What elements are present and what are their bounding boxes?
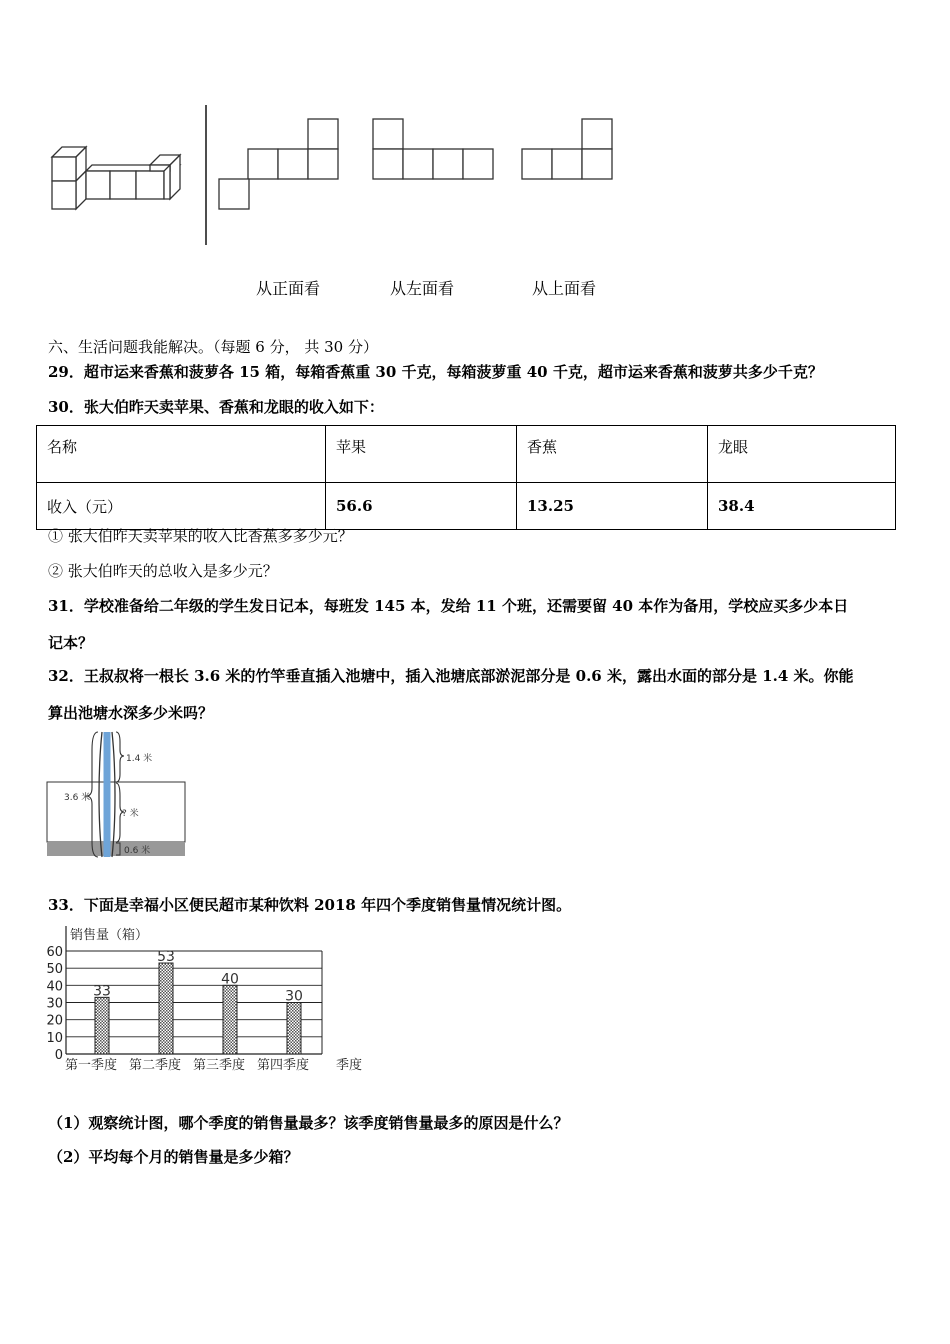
question-33-part-2: （2）平均每个月的销售量是多少箱？ [48,1148,299,1166]
bar-value-label: 40 [221,971,239,988]
question-29: 29．超市运来香蕉和菠萝各 15 箱，每箱香蕉重 30 千克，每箱菠萝重 40 千克，超市运来香蕉和菠萝共多少千克？ [48,363,823,381]
sales-bar-chart [40,920,380,1080]
table-header-row [37,426,896,483]
table-cell: 收入（元） [37,483,326,530]
table-cell: 香蕉 [517,426,708,483]
question-30: 30．张大伯昨天卖苹果、香蕉和龙眼的收入如下： [48,398,384,416]
table-cell: 龙眼 [708,426,896,483]
x-tick-label: 第一季度 [65,1058,118,1073]
bar [287,1003,301,1055]
mud-depth-label: 0.6 米 [124,846,151,856]
pond-diagram [44,730,194,860]
top-view-drawing [522,119,612,179]
question-30-part-1: ① 张大伯昨天卖苹果的收入比香蕉多多少元？ [48,527,353,545]
bar [223,985,237,1054]
bar-value-label: 30 [285,988,303,1005]
question-32-line-1: 32．王叔叔将一根长 3.6 米的竹竿垂直插入池塘中，插入池塘底部淤泥部分是 0.6 米，露出水面的部分是 1.4 米。你能 [48,667,854,685]
question-33: 33．下面是幸福小区便民超市某种饮料 2018 年四个季度销售量情况统计图。 [48,896,572,914]
question-33-part-1: （1）观察统计图，哪个季度的销售量最多？该季度销售量最多的原因是什么？ [48,1114,569,1132]
section-heading: 六、生活问题我能解决。（每题 6 分， 共 30 分） [48,338,378,356]
table-cell: 苹果 [326,426,517,483]
y-tick-label: 40 [46,979,63,995]
table-cell: 56.6 [326,483,517,530]
three-view-figure [40,95,640,255]
top-view-label: 从上面看 [532,279,597,298]
x-tick-label: 第四季度 [257,1058,310,1073]
question-30-part-2: ② 张大伯昨天的总收入是多少元？ [48,562,278,580]
question-31-line-1: 31．学校准备给二年级的学生发日记本，每班发 145 本，发给 11 个班，还需要留 40 本作为备用，学校应买多少本日 [48,597,849,615]
y-tick-label: 60 [46,945,63,960]
table-row [37,483,896,530]
total-length-label: 3.6 米 [64,793,91,803]
left-view-drawing [373,119,493,179]
bar-value-label: 53 [157,949,175,966]
bar [159,963,173,1054]
y-tick-label: 10 [46,1030,63,1046]
y-tick-label: 20 [46,1013,63,1029]
solid-3d-drawing [52,147,180,209]
income-table [36,425,896,530]
front-view-label: 从正面看 [256,279,321,298]
question-32-line-2: 算出池塘水深多少米吗？ [48,704,214,722]
x-tick-label: 第二季度 [129,1058,182,1073]
bar-value-label: 33 [93,983,111,1000]
mud-layer [47,842,185,856]
y-tick-label: 30 [46,996,63,1012]
y-tick-label: 0 [54,1048,63,1063]
table-cell: 13.25 [517,483,708,530]
table-cell: 名称 [37,426,326,483]
y-axis-label: 销售量（箱） [70,928,149,943]
above-water-label: 1.4 米 [126,754,153,764]
x-tick-label: 第三季度 [193,1058,246,1073]
y-tick-label: 50 [46,962,63,978]
table-cell: 38.4 [708,483,896,530]
front-view-drawing [219,119,338,209]
water-depth-label: ? 米 [122,809,139,819]
x-axis-label: 季度 [336,1058,363,1073]
left-view-label: 从左面看 [390,279,455,298]
question-31-line-2: 记本？ [48,634,94,652]
bar [95,997,109,1054]
